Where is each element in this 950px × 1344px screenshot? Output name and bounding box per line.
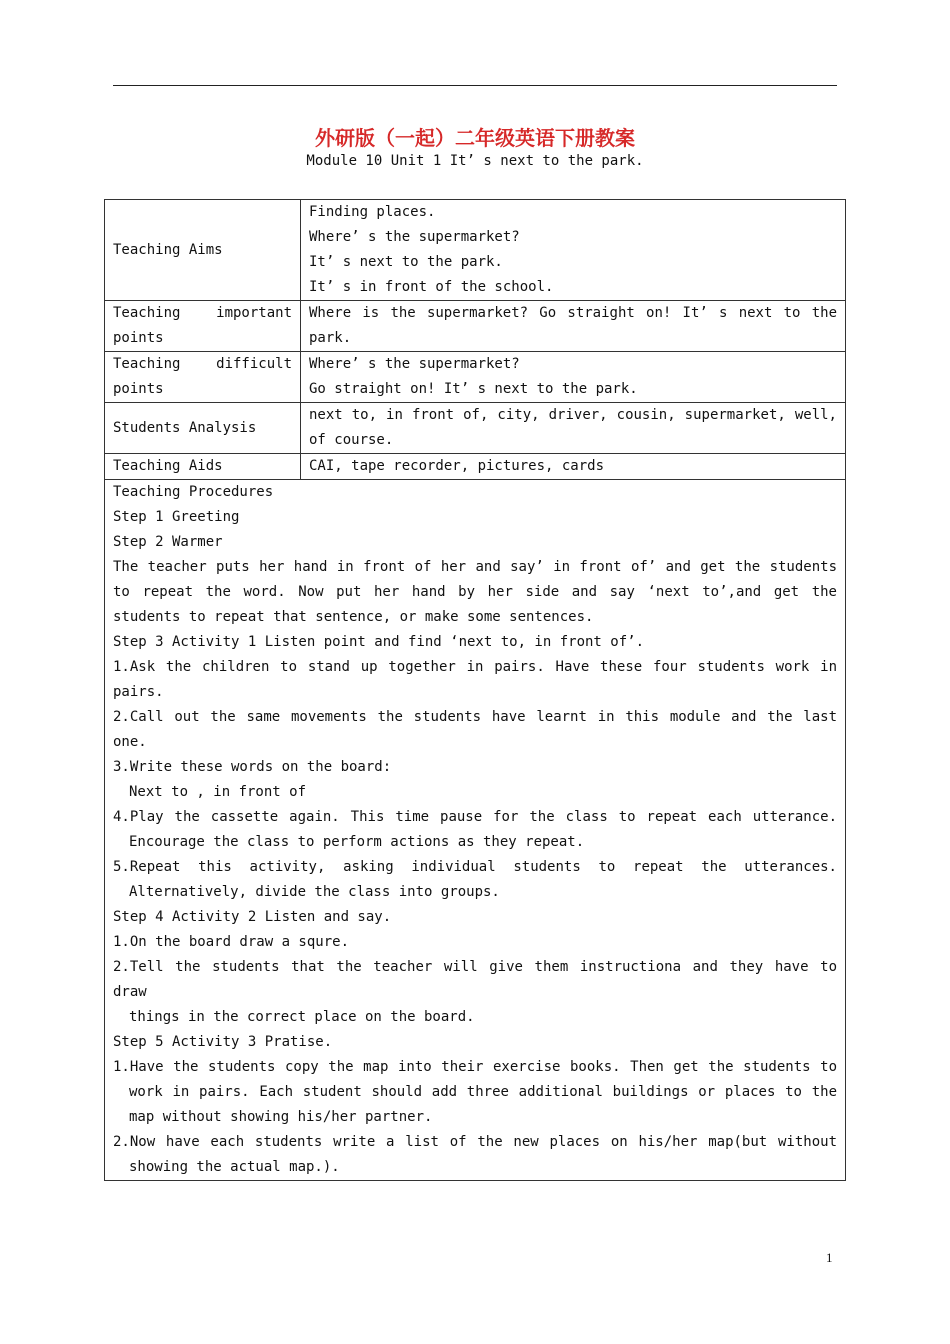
row-students-analysis bbox=[105, 403, 846, 454]
list-item: 5.Repeat this activity, asking individual students to repeat the utterances. bbox=[113, 859, 837, 875]
step-heading: Step 5 Activity 3 Pratise. bbox=[113, 1034, 333, 1050]
list-item: Encourage the class to perform actions as they repeat. bbox=[129, 834, 585, 850]
aims-line: It’ s in front of the school. bbox=[309, 279, 554, 295]
list-item: 1.Ask the children to stand up together in pairs. Have these four students work in bbox=[113, 659, 837, 675]
step-heading: Step 2 Warmer bbox=[113, 534, 223, 550]
label-difficult-points: Teaching difficult points bbox=[105, 352, 301, 403]
paragraph-line: The teacher puts her hand in front of her and say’ in front of’ and get the students bbox=[113, 559, 837, 575]
paragraph-line: to repeat the word. Now put her hand by her side and say ‘next to’,and get the bbox=[113, 584, 837, 600]
label-important-points: Teaching important points bbox=[105, 301, 301, 352]
row-important-points bbox=[105, 301, 846, 352]
list-item: 3.Write these words on the board: bbox=[113, 759, 392, 775]
step-heading: Step 1 Greeting bbox=[113, 509, 240, 525]
step-heading: Step 4 Activity 2 Listen and say. bbox=[113, 909, 392, 925]
procedures-heading: Teaching Procedures bbox=[113, 484, 274, 500]
list-item: one. bbox=[113, 734, 147, 750]
list-item: Next to , in front of bbox=[129, 784, 307, 800]
list-item: Alternatively, divide the class into groups. bbox=[129, 884, 500, 900]
label-students-analysis: Students Analysis bbox=[105, 403, 301, 454]
row-teaching-aids bbox=[105, 454, 846, 480]
list-item: 4.Play the cassette again. This time pause for the class to repeat each utterance. bbox=[113, 809, 837, 825]
teaching-procedures bbox=[105, 480, 846, 1181]
content-students-analysis: next to, in front of, city, driver, cousin, supermarket, well, of course. bbox=[301, 403, 846, 454]
aims-line: Where’ s the supermarket? bbox=[309, 229, 520, 245]
label-teaching-aids: Teaching Aids bbox=[105, 454, 301, 480]
list-item: 2.Call out the same movements the students have learnt in this module and the last bbox=[113, 709, 837, 725]
row-teaching-aims bbox=[105, 200, 846, 301]
list-item: showing the actual map.). bbox=[129, 1159, 340, 1175]
page-number: 1 bbox=[826, 1250, 833, 1265]
aims-line: Finding places. bbox=[309, 204, 436, 220]
list-item: things in the correct place on the board. bbox=[129, 1009, 475, 1025]
lesson-plan-table bbox=[104, 199, 846, 1181]
document-title: 外研版（一起）二年级英语下册教案 bbox=[315, 126, 635, 150]
list-item: 1.On the board draw a squre. bbox=[113, 934, 350, 950]
list-item: map without showing his/her partner. bbox=[129, 1109, 433, 1125]
step-heading: Step 3 Activity 1 Listen point and find ‘next to, in front of’. bbox=[113, 634, 645, 650]
content-teaching-aids: CAI, tape recorder, pictures, cards bbox=[301, 454, 846, 480]
content-difficult-points: Where’ s the supermarket? Go straight on! It’ s next to the park. bbox=[301, 352, 846, 403]
row-difficult-points bbox=[105, 352, 846, 403]
paragraph-line: students to repeat that sentence, or make some sentences. bbox=[113, 609, 594, 625]
content-teaching-aims bbox=[301, 200, 846, 301]
header-rule bbox=[113, 85, 837, 86]
list-item: 2.Tell the students that the teacher will give them instructiona and they have to draw bbox=[113, 959, 837, 1000]
label-teaching-aims: Teaching Aims bbox=[105, 200, 301, 301]
row-teaching-procedures bbox=[105, 480, 846, 1181]
list-item: work in pairs. Each student should add three additional buildings or places to the bbox=[129, 1084, 837, 1100]
list-item: 1.Have the students copy the map into their exercise books. Then get the students to bbox=[113, 1059, 837, 1075]
list-item: 2.Now have each students write a list of the new places on his/her map(but without bbox=[113, 1134, 837, 1150]
aims-line: It’ s next to the park. bbox=[309, 254, 503, 270]
document-subtitle: Module 10 Unit 1 It’ s next to the park. bbox=[306, 153, 644, 169]
list-item: pairs. bbox=[113, 684, 164, 700]
content-important-points: Where is the supermarket? Go straight on! It’ s next to the park. bbox=[301, 301, 846, 352]
